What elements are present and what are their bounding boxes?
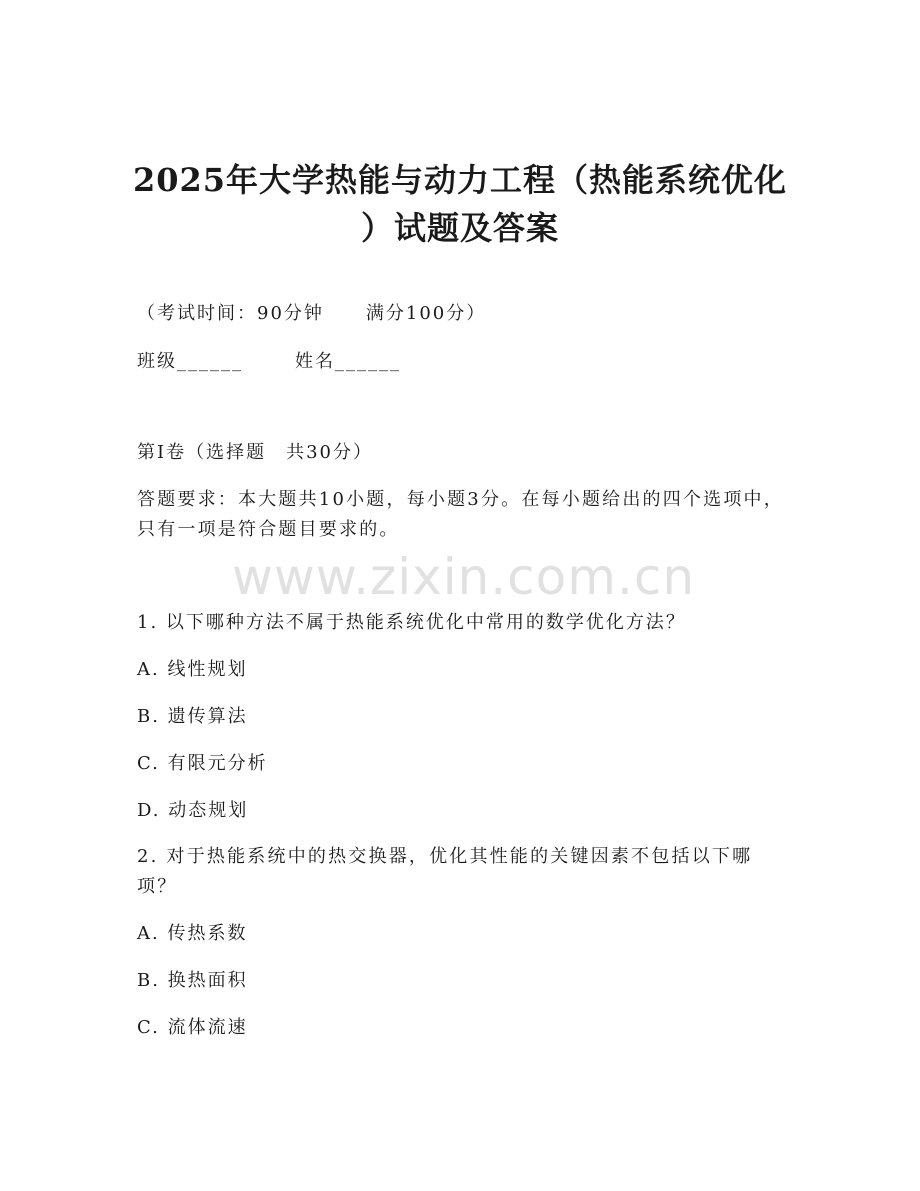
document-title-line-1: 2025年大学热能与动力工程（热能系统优化	[132, 161, 788, 199]
full-score: 满分100分）	[365, 303, 487, 324]
name-field-label: 姓名______	[295, 351, 401, 372]
question-2-stem: 2. 对于热能系统中的热交换器，优化其性能的关键因素不包括以下哪项？	[137, 846, 753, 897]
question-1-option-a: A. 线性规划	[137, 659, 248, 680]
question-1-option-d: D. 动态规划	[137, 800, 249, 821]
student-info	[137, 350, 401, 374]
question-2-option-a: A. 传热系数	[137, 923, 248, 944]
question-1-option-b: B. 遗传算法	[137, 706, 248, 727]
class-field-label: 班级______	[137, 351, 243, 372]
question-1-option-c: C. 有限元分析	[137, 753, 268, 774]
question-2-option-c: C. 流体流速	[137, 1017, 248, 1038]
exam-time: （考试时间：90分钟	[137, 303, 324, 324]
question-1-stem: 1. 以下哪种方法不属于热能系统优化中常用的数学优化方法？	[137, 612, 686, 633]
exam-info	[137, 302, 486, 326]
answer-instructions: 答题要求：本大题共10小题，每小题3分。在每小题给出的四个选项中，只有一项是符合题目要求的。	[137, 489, 784, 540]
section-heading: 第I卷（选择题 共30分）	[137, 442, 374, 463]
site-watermark: www.zixin.com.cn	[232, 548, 696, 606]
document-title-line-2: ）试题及答案	[360, 209, 559, 247]
question-2-option-b: B. 换热面积	[137, 970, 248, 991]
